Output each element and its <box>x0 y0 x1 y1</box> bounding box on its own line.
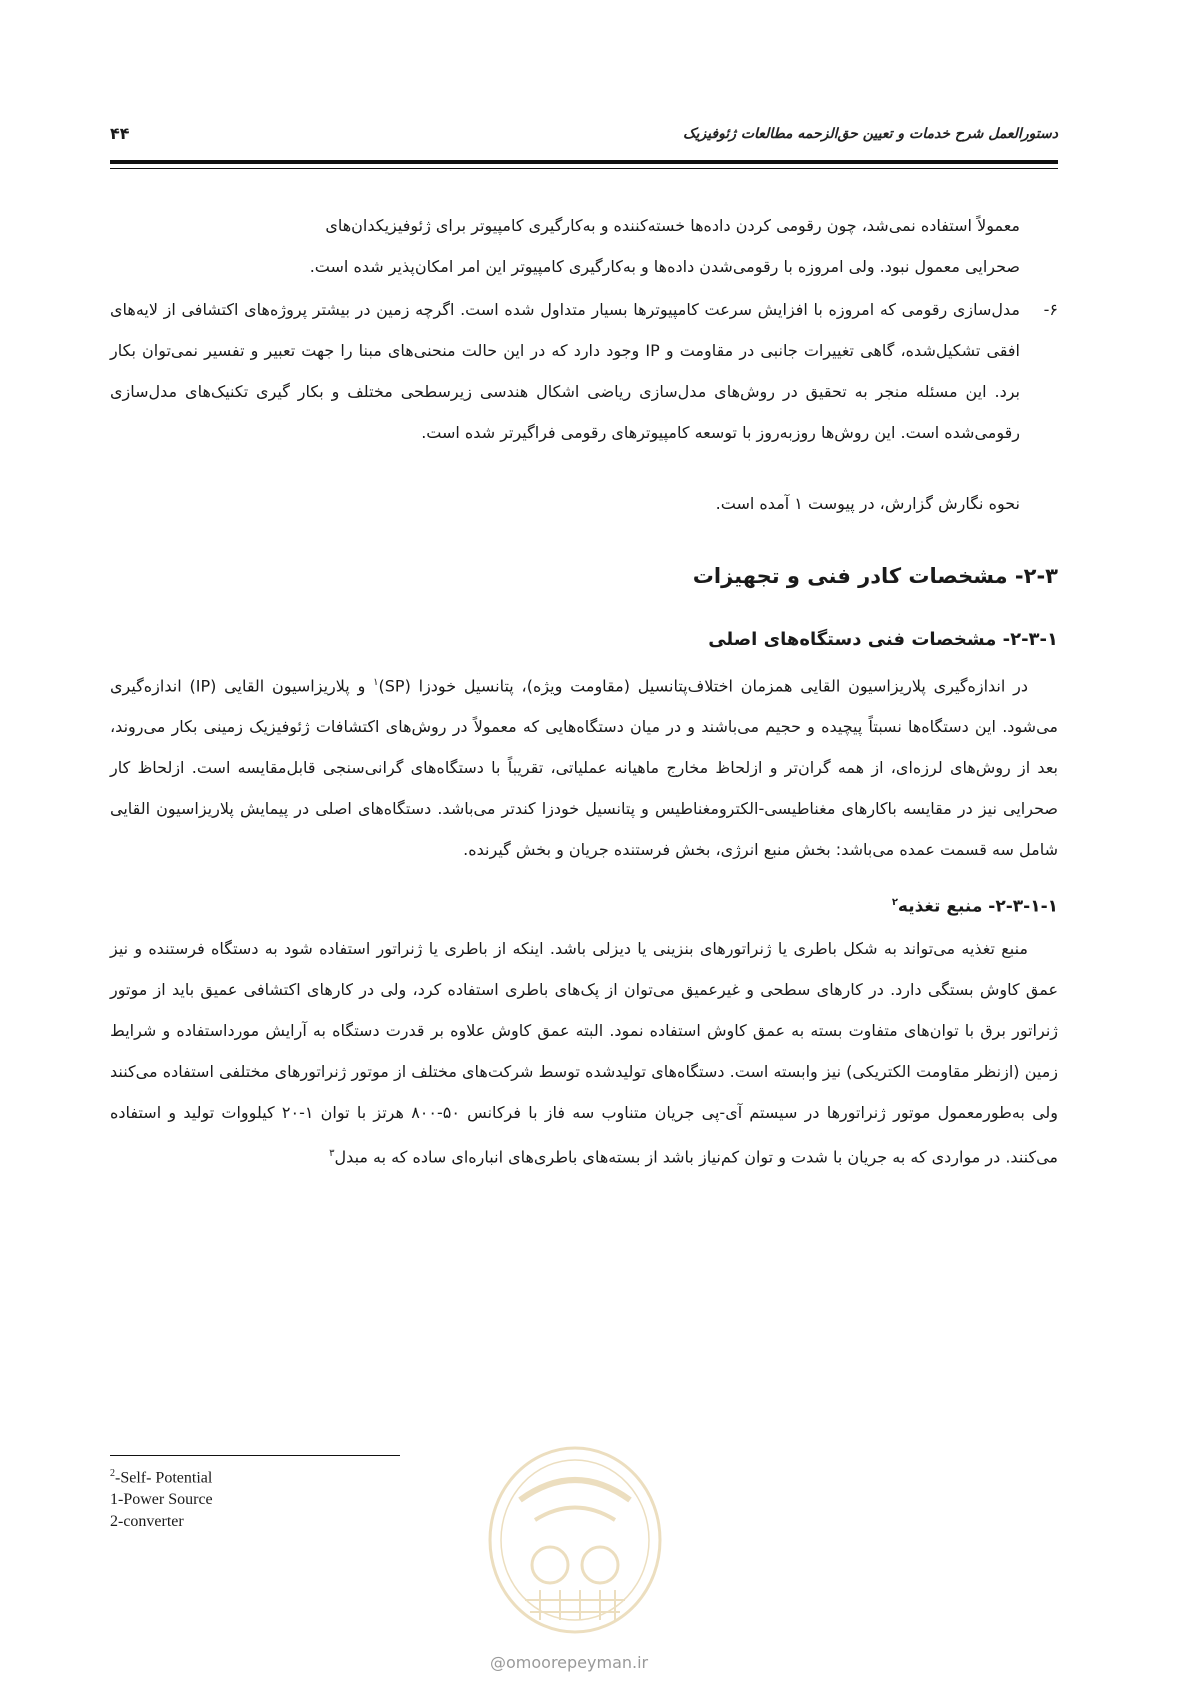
paragraph-2-3-1-1 <box>110 928 1058 1177</box>
section-heading-2-3-1-1 <box>110 886 1058 924</box>
report-note: نحوه نگارش گزارش، در پیوست ۱ آمده است. <box>715 494 1020 513</box>
footnote-ref-3: ۳ <box>329 1147 335 1159</box>
footnote-1: $^2$-Self- Potential <box>110 1468 213 1487</box>
header-title: دستورالعمل شرح خدمات و تعیین حق‌الزحمه مطالعات ژئوفیزیک <box>683 126 1058 142</box>
list-item-6 <box>110 289 1058 453</box>
running-header <box>110 126 1058 150</box>
paragraph-part-1: در اندازه‌گیری پلاریزاسیون القایی همزمان اختلاف‌پتانسیل (مقاومت ویژه)، پتانسیل خودزا (SP) <box>378 676 1028 696</box>
paragraph-part-2: و پلاریزاسیون القایی (IP) اندازه‌گیری می‌شود. این دستگاه‌ها نسبتاً پیچیده و حجیم می‌باشند و در میان دستگاه‌هایی که معمولاً در روش‌های اکتشافات ژئوفیزیک زمینی بکار می‌روند، بعد از روش‌های لرزه‌ای، از همه گران‌تر و ازلحاظ مخارج ماهیانه عملیاتی، تقریباً با دستگاه‌های گرانی‌سنجی قابل‌مقایسه است. ازلحاظ کار صحرایی نیز در مقایسه باکارهای مغناطیسی-الکترومغناطیس و پتانسیل خودزا کندتر می‌باشد. دستگاه‌های اصلی در پیمایش پلاریزاسیون القایی شامل سه قسمت عمده می‌باشد: بخش منبع انرژی، بخش فرستنده جریان و بخش گیرنده. <box>110 676 1058 860</box>
watermark-site: @omoorepeyman.ir <box>490 1653 649 1672</box>
footnote-2: 1-Power Source <box>110 1491 213 1509</box>
section-heading-2-3-1: ۲-۳-۱- مشخصات فنی دستگاه‌های اصلی <box>708 629 1058 650</box>
paragraph-text: منبع تغذیه می‌تواند به شکل باطری یا ژنراتورهای بنزینی یا دیزلی باشد. اینکه از باطری یا ژنراتور استفاده شود به دستگاه فرستنده و نیز عمق کاوش بستگی دارد. در کارهای سطحی و غیرعمیق می‌توان از پک‌های باطری استفاده کرد، ولی در کارهای اکتشافی عمیق باید از موتور ژنراتور برق با توان‌های متفاوت بسته به عمق کاوش استفاده نمود. البته عمق کاوش علاوه بر قدرت دستگاه به آرایش مورداستفاده و شرایط زمین (ازنظر مقاومت الکتریکی) نیز وابسته است. دستگاه‌های تولیدشده توسط شرکت‌های مختلف از موتور ژنراتورهای مختلفی استفاده می‌کنند ولی به‌طورمعمول موتور ژنراتورها در سیستم آی-پی جریان متناوب سه فاز با فرکانس ۵۰-۸۰۰ هرتز با توان ۱-۲۰ کیلووات تولید و استفاده می‌کنند. در مواردی که به جریان با شدت و توان کم‌نیاز باشد از بسته‌های باطری‌های انباره‌ای ساده که به مبدل <box>110 938 1059 1167</box>
intro-continuation <box>110 205 1058 287</box>
footnote-ref-2: ۲ <box>891 897 898 909</box>
heading-text: ۲-۳-۱-۱- منبع تغذیه <box>897 896 1058 917</box>
intro-line-2: صحرایی معمول نبود. ولی امروزه با رقومی‌شدن داده‌ها و به‌کارگیری کامپیوتر این امر امکان‌پذیر شده است. <box>309 257 1020 276</box>
page-number: ۴۴ <box>110 124 130 143</box>
footnotes <box>110 1463 213 1533</box>
footnote-ref-1: ۱ <box>373 677 379 688</box>
section-heading-2-3: ۲-۳- مشخصات کادر فنی و تجهیزات <box>692 564 1058 588</box>
watermark-seal <box>480 1440 670 1640</box>
footnote-rule <box>110 1455 400 1456</box>
footnote-mark: 2 <box>110 1468 115 1479</box>
list-item-text: مدل‌سازی رقومی که امروزه با افزایش سرعت کامپیوترها بسیار متداول شده است. اگرچه زمین در بیشتر پروژه‌های اکتشافی از لایه‌های افقی تشکیل‌شده، گاهی تغییرات جانبی در مقاومت و IP وجود دارد که در این حالت منحنی‌های مبنا را جهت تعبیر و تفسیر نمی‌توان بکار برد. این مسئله منجر به تحقیق در روش‌های مدل‌سازی ریاضی اشکال هندسی زیرسطحی مختلف و بکار گیری تکنیک‌های مدل‌سازی رقومی‌شده است. این روش‌ها روزبه‌روز با توسعه کامپیوترهای رقومی فراگیرتر شده است. <box>110 300 1020 442</box>
intro-line-1: معمولاً استفاده نمی‌شد، چون رقومی کردن داده‌ها خسته‌کننده و به‌کارگیری کامپیوتر برای ژئوفیزیکدان‌های <box>325 216 1020 235</box>
footnote-3: 2-converter <box>110 1513 184 1531</box>
header-rule-thin <box>110 168 1058 169</box>
page-body <box>110 205 1058 1177</box>
header-rule-thick <box>110 160 1058 164</box>
paragraph-2-3-1 <box>110 662 1058 870</box>
list-number: ۶- <box>1043 300 1058 319</box>
